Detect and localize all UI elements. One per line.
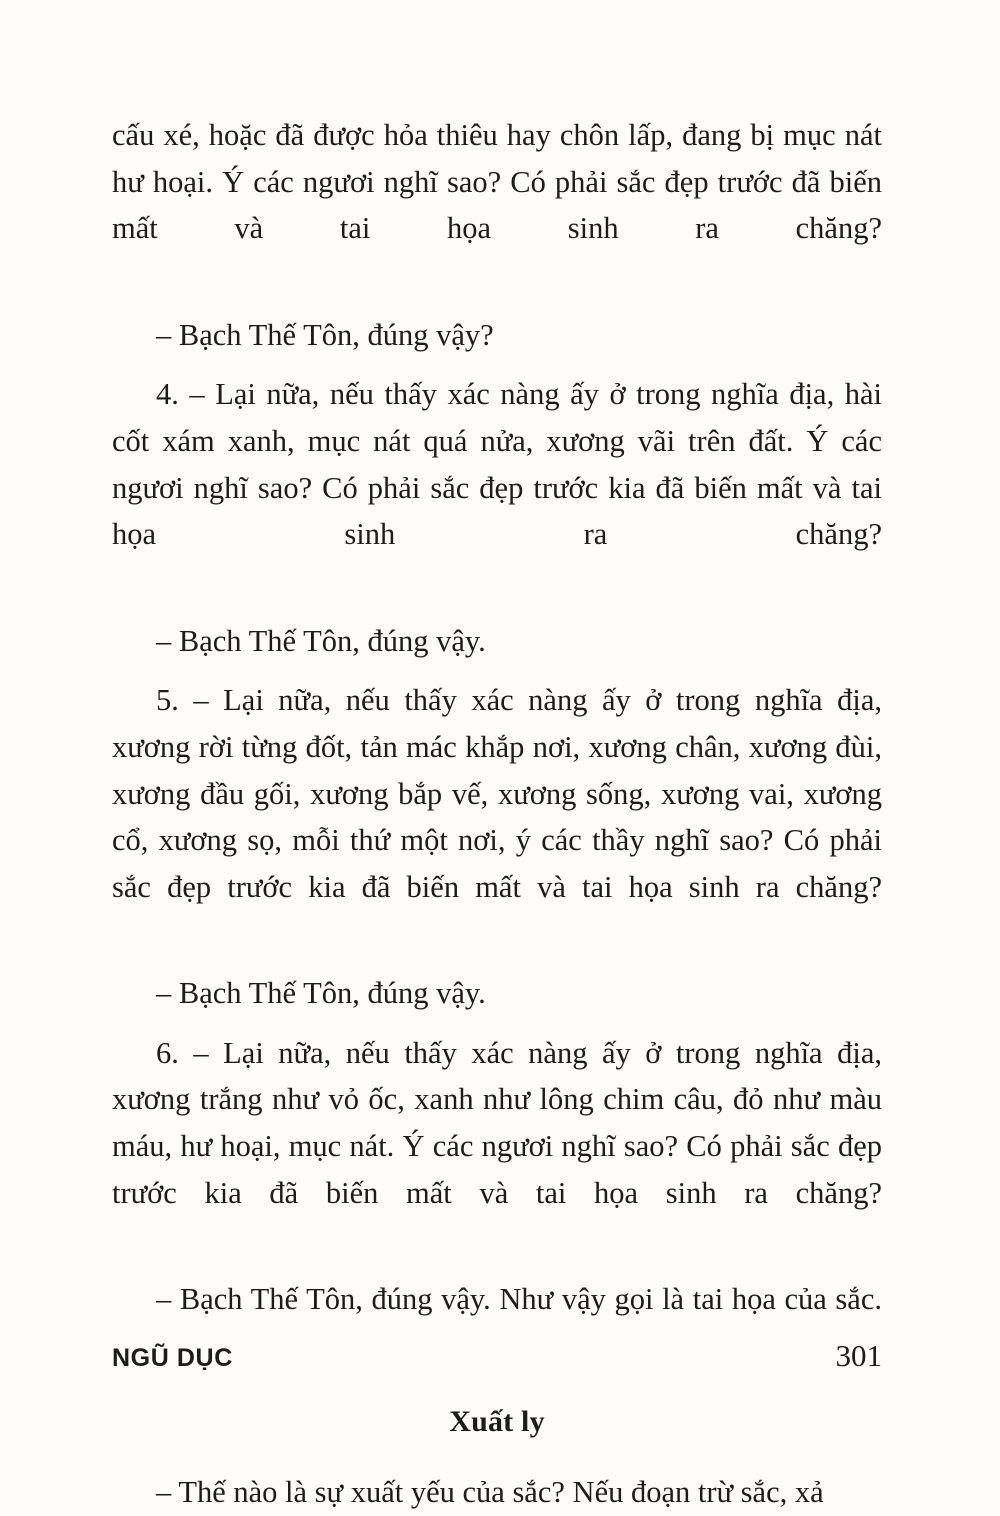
paragraph: – Thế nào là sự xuất yếu của sắc? Nếu đoạn trừ sắc, xả bbox=[156, 1475, 824, 1510]
paragraph: – Bạch Thế Tôn, đúng vậy? bbox=[156, 317, 494, 352]
paragraph: – Bạch Thế Tôn, đúng vậy. Như vậy gọi là tai họa của sắc. bbox=[156, 1282, 882, 1317]
body-text-block bbox=[112, 112, 882, 1516]
paragraph: – Bạch Thế Tôn, đúng vậy. bbox=[156, 623, 486, 658]
page-number: 301 bbox=[835, 1338, 882, 1373]
paragraph: 4. – Lại nữa, nếu thấy xác nàng ấy ở trong nghĩa địa, hài cốt xám xanh, mục nát quá nửa, xương vãi trên đất. Ý các ngươi nghĩ sao? Có phải sắc đẹp trước kia đã biến mất và tai họa sinh ra chăng? bbox=[112, 377, 882, 552]
section-heading: Xuất ly bbox=[449, 1405, 545, 1439]
paragraph: 5. – Lại nữa, nếu thấy xác nàng ấy ở trong nghĩa địa, xương rời từng đốt, tản mác khắp nơi, xương chân, xương đùi, xương đầu gối, xương bắp vế, xương sống, xương vai, xương cổ, xương sọ, mỗi thứ một nơi, ý các thầy nghĩ sao? Có phải sắc đẹp trước kia đã biến mất và tai họa sinh ra chăng? bbox=[112, 683, 882, 904]
paragraph: 6. – Lại nữa, nếu thấy xác nàng ấy ở trong nghĩa địa, xương trắng như vỏ ốc, xanh như lông chim câu, đỏ như màu máu, hư hoại, mục nát. Ý các ngươi nghĩ sao? Có phải sắc đẹp trước kia đã biến mất và tai họa sinh ra chăng? bbox=[112, 1035, 882, 1210]
paragraph: – Bạch Thế Tôn, đúng vậy. bbox=[156, 976, 486, 1011]
page-footer bbox=[112, 1338, 882, 1374]
footer-running-title: NGŨ DỤC bbox=[112, 1344, 233, 1372]
paragraph: cấu xé, hoặc đã được hỏa thiêu hay chôn lấp, đang bị mục nát hư hoại. Ý các ngươi nghĩ sao? Có phải sắc đẹp trước đã biến mất và tai họa sinh ra chăng? bbox=[112, 118, 882, 246]
